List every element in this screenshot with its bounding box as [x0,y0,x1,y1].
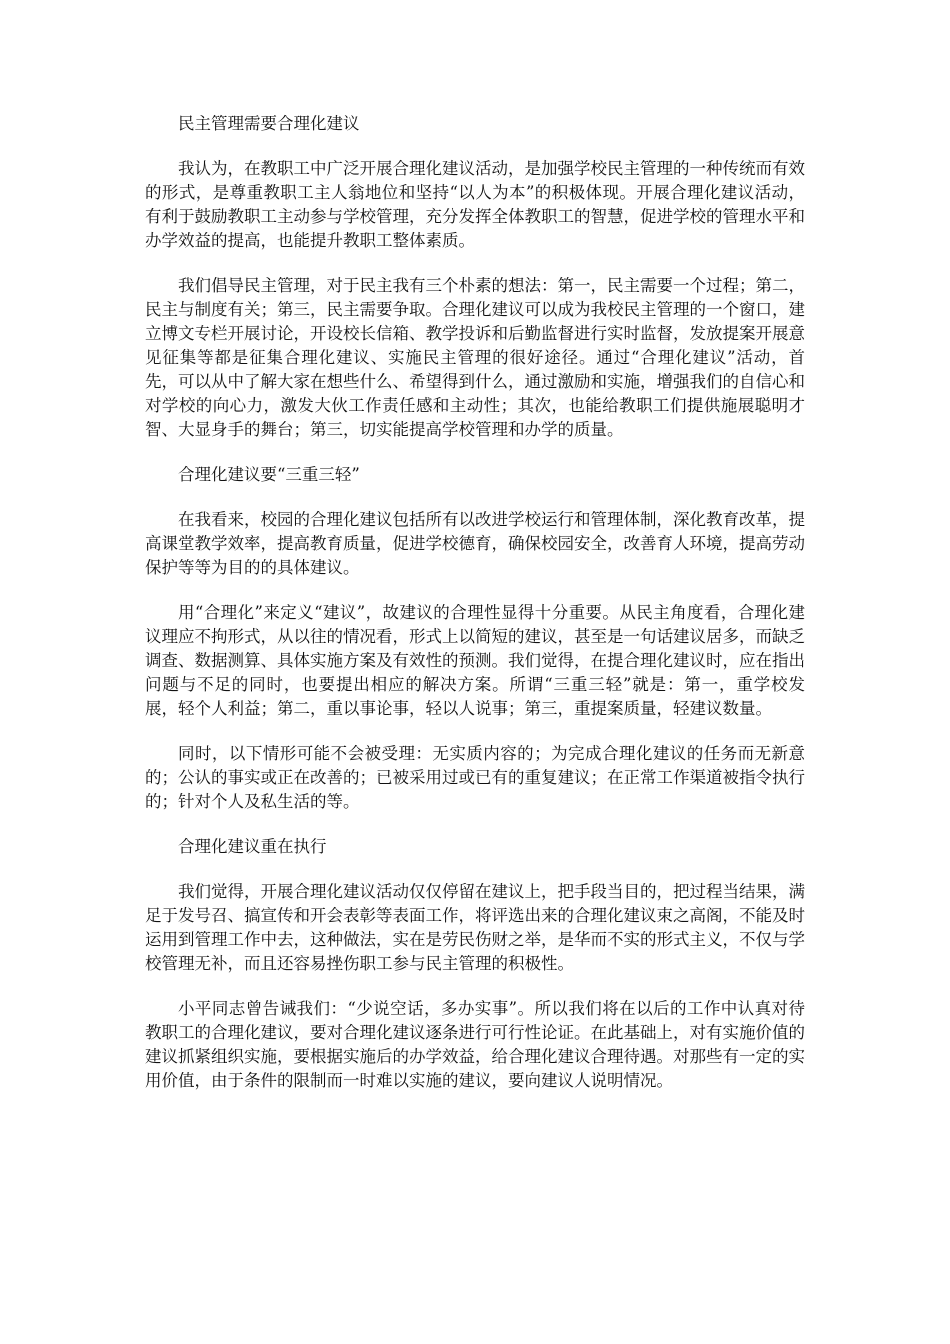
paragraph: 同时，以下情形可能不会被受理：无实质内容的；为完成合理化建议的任务而无新意的；公认的事实或正在改善的；已被采用过或已有的重复建议；在正常工作渠道被指令执行的；针对个人及私生活的等。 [145,744,805,811]
paragraph: 用“合理化”来定义“建议”，故建议的合理性显得十分重要。从民主角度看，合理化建议理应不拘形式，从以往的情况看，形式上以简短的建议，甚至是一句话建议居多，而缺乏调查、数据测算、具体实施方案及有效性的预测。我们觉得，在提合理化建议时，应在指出问题与不足的同时，也要提出相应的解决方案。所谓“三重三轻”就是：第一，重学校发展，轻个人利益；第二，重以事论事，轻以人说事；第三，重提案质量，轻建议数量。 [145,603,805,718]
section-heading-democratic-management: 民主管理需要合理化建议 [178,114,360,133]
section-heading-execution: 合理化建议重在执行 [178,837,327,856]
section-heading-three-priorities: 合理化建议要“三重三轻” [178,465,360,484]
paragraph: 我认为，在教职工中广泛开展合理化建议活动，是加强学校民主管理的一种传统而有效的形式，是尊重教职工主人翁地位和坚持“以人为本”的积极体现。开展合理化建议活动，有利于鼓励教职工主动参与学校管理，充分发挥全体教职工的智慧，促进学校的管理水平和办学效益的提高，也能提升教职工整体素质。 [145,159,805,250]
paragraph: 我们倡导民主管理，对于民主我有三个朴素的想法：第一，民主需要一个过程；第二，民主与制度有关；第三，民主需要争取。合理化建议可以成为我校民主管理的一个窗口，建立博文专栏开展讨论，开设校长信箱、教学投诉和后勤监督进行实时监督，发放提案开展意见征集等都是征集合理化建议、实施民主管理的很好途径。通过“合理化建议”活动，首先，可以从中了解大家在想些什么、希望得到什么，通过激励和实施，增强我们的自信心和对学校的向心力，激发大伙工作责任感和主动性；其次，也能给教职工们提供施展聪明才智、大显身手的舞台；第三，切实能提高学校管理和办学的质量。 [145,276,805,439]
paragraph: 在我看来，校园的合理化建议包括所有以改进学校运行和管理体制，深化教育改革，提高课堂教学效率，提高教育质量，促进学校德育，确保校园安全，改善育人环境，提高劳动保护等等为目的的具体建议。 [145,510,805,577]
document-page [145,112,805,1114]
paragraph: 我们觉得，开展合理化建议活动仅仅停留在建议上，把手段当目的，把过程当结果，满足于发号召、搞宣传和开会表彰等表面工作，将评选出来的合理化建议束之高阁，不能及时运用到管理工作中去，这种做法，实在是劳民伤财之举，是华而不实的形式主义，不仅与学校管理无补，而且还容易挫伤职工参与民主管理的积极性。 [145,882,805,973]
paragraph: 小平同志曾告诫我们：“少说空话，多办实事”。所以我们将在以后的工作中认真对待教职工的合理化建议，要对合理化建议逐条进行可行性论证。在此基础上，对有实施价值的建议抓紧组织实施，要根据实施后的办学效益，给合理化建议合理待遇。对那些有一定的实用价值，由于条件的限制而一时难以实施的建议，要向建议人说明情况。 [145,999,805,1090]
